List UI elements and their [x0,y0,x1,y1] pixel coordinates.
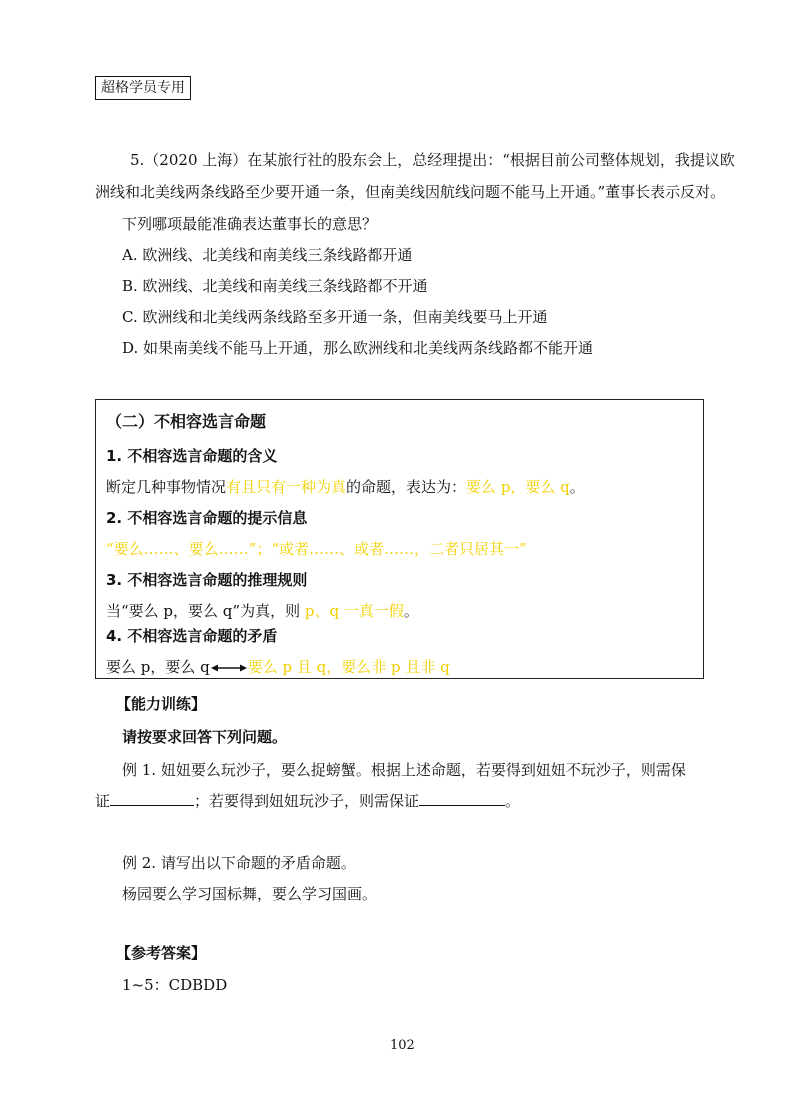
training-heading: 【能力训练】 [116,695,207,713]
section-2-heading: 2. 不相容选言命题的提示信息 [106,509,308,527]
section-4-highlight: 要么 p 且 q，要么非 p 且非 q [247,658,450,676]
training-instruction: 请按要求回答下列问题。 [122,728,288,746]
answers-text: 1~5：CDBDD [122,976,228,994]
option-b: B. 欧洲线、北美线和南美线三条线路都不开通 [122,277,428,295]
section-1-end: 。 [569,478,585,496]
example-2-line-2: 杨园要么学习国标舞，要么学习国画。 [122,885,378,903]
example-1-line-2 [95,791,520,811]
section-3-highlight: p、q 一真一假 [304,602,404,620]
section-3-heading: 3. 不相容选言命题的推理规则 [106,571,308,589]
section-1-highlight-definition: 有且只有一种为真 [226,478,347,496]
answer-blank-2[interactable] [419,791,505,806]
section-1-heading: 1. 不相容选言命题的含义 [106,447,278,465]
page-number: 102 [390,1038,415,1053]
question-5-line-1: 5.（2020 上海）在某旅行社的股东会上，总经理提出：“根据目前公司整体规划，我提议欧 [130,151,735,169]
section-1-text [106,477,585,497]
example-1-pre: 证 [95,792,111,810]
section-3-text [106,601,419,621]
question-5-prompt: 下列哪项最能准确表达董事长的意思？ [122,215,378,233]
section-1-mid: 的命题，表达为： [346,478,467,496]
example-1-line-1: 例 1. 妞妞要么玩沙子，要么捉螃蟹。根据上述命题，若要得到妞妞不玩沙子，则需保 [122,761,686,779]
section-4-pre: 要么 p，要么 q [106,658,210,676]
section-4-text [106,657,450,678]
example-1-mid: ；若要得到妞妞玩沙子，则需保证 [194,792,420,810]
section-4-heading: 4. 不相容选言命题的矛盾 [106,627,278,645]
section-1-pre: 断定几种事物情况 [106,478,227,496]
exclusive-tag: 超格学员专用 [95,76,191,100]
option-d: D. 如果南美线不能马上开通，那么欧洲线和北美线两条线路都不能开通 [122,339,594,357]
example-2-line-1: 例 2. 请写出以下命题的矛盾命题。 [122,854,356,872]
example-1-end: 。 [505,792,521,810]
answer-blank-1[interactable] [110,791,194,806]
box-title: （二）不相容选言命题 [106,412,267,431]
section-3-end: 。 [403,602,419,620]
option-c: C. 欧洲线和北美线两条线路至多开通一条，但南美线要马上开通 [122,308,548,326]
section-2-highlight: “要么……、要么……”；“或者……、或者……，二者只居其一” [106,540,527,558]
option-a: A. 欧洲线、北美线和南美线三条线路都开通 [122,246,413,264]
double-arrow-icon [211,658,247,678]
answers-heading: 【参考答案】 [116,944,207,962]
section-1-highlight-form: 要么 p，要么 q [466,478,570,496]
section-3-pre: 当“要么 p，要么 q”为真，则 [106,602,305,620]
question-5-line-2: 洲线和北美线两条线路至少要开通一条，但南美线因航线问题不能马上开通。”董事长表示反对。 [95,183,726,201]
